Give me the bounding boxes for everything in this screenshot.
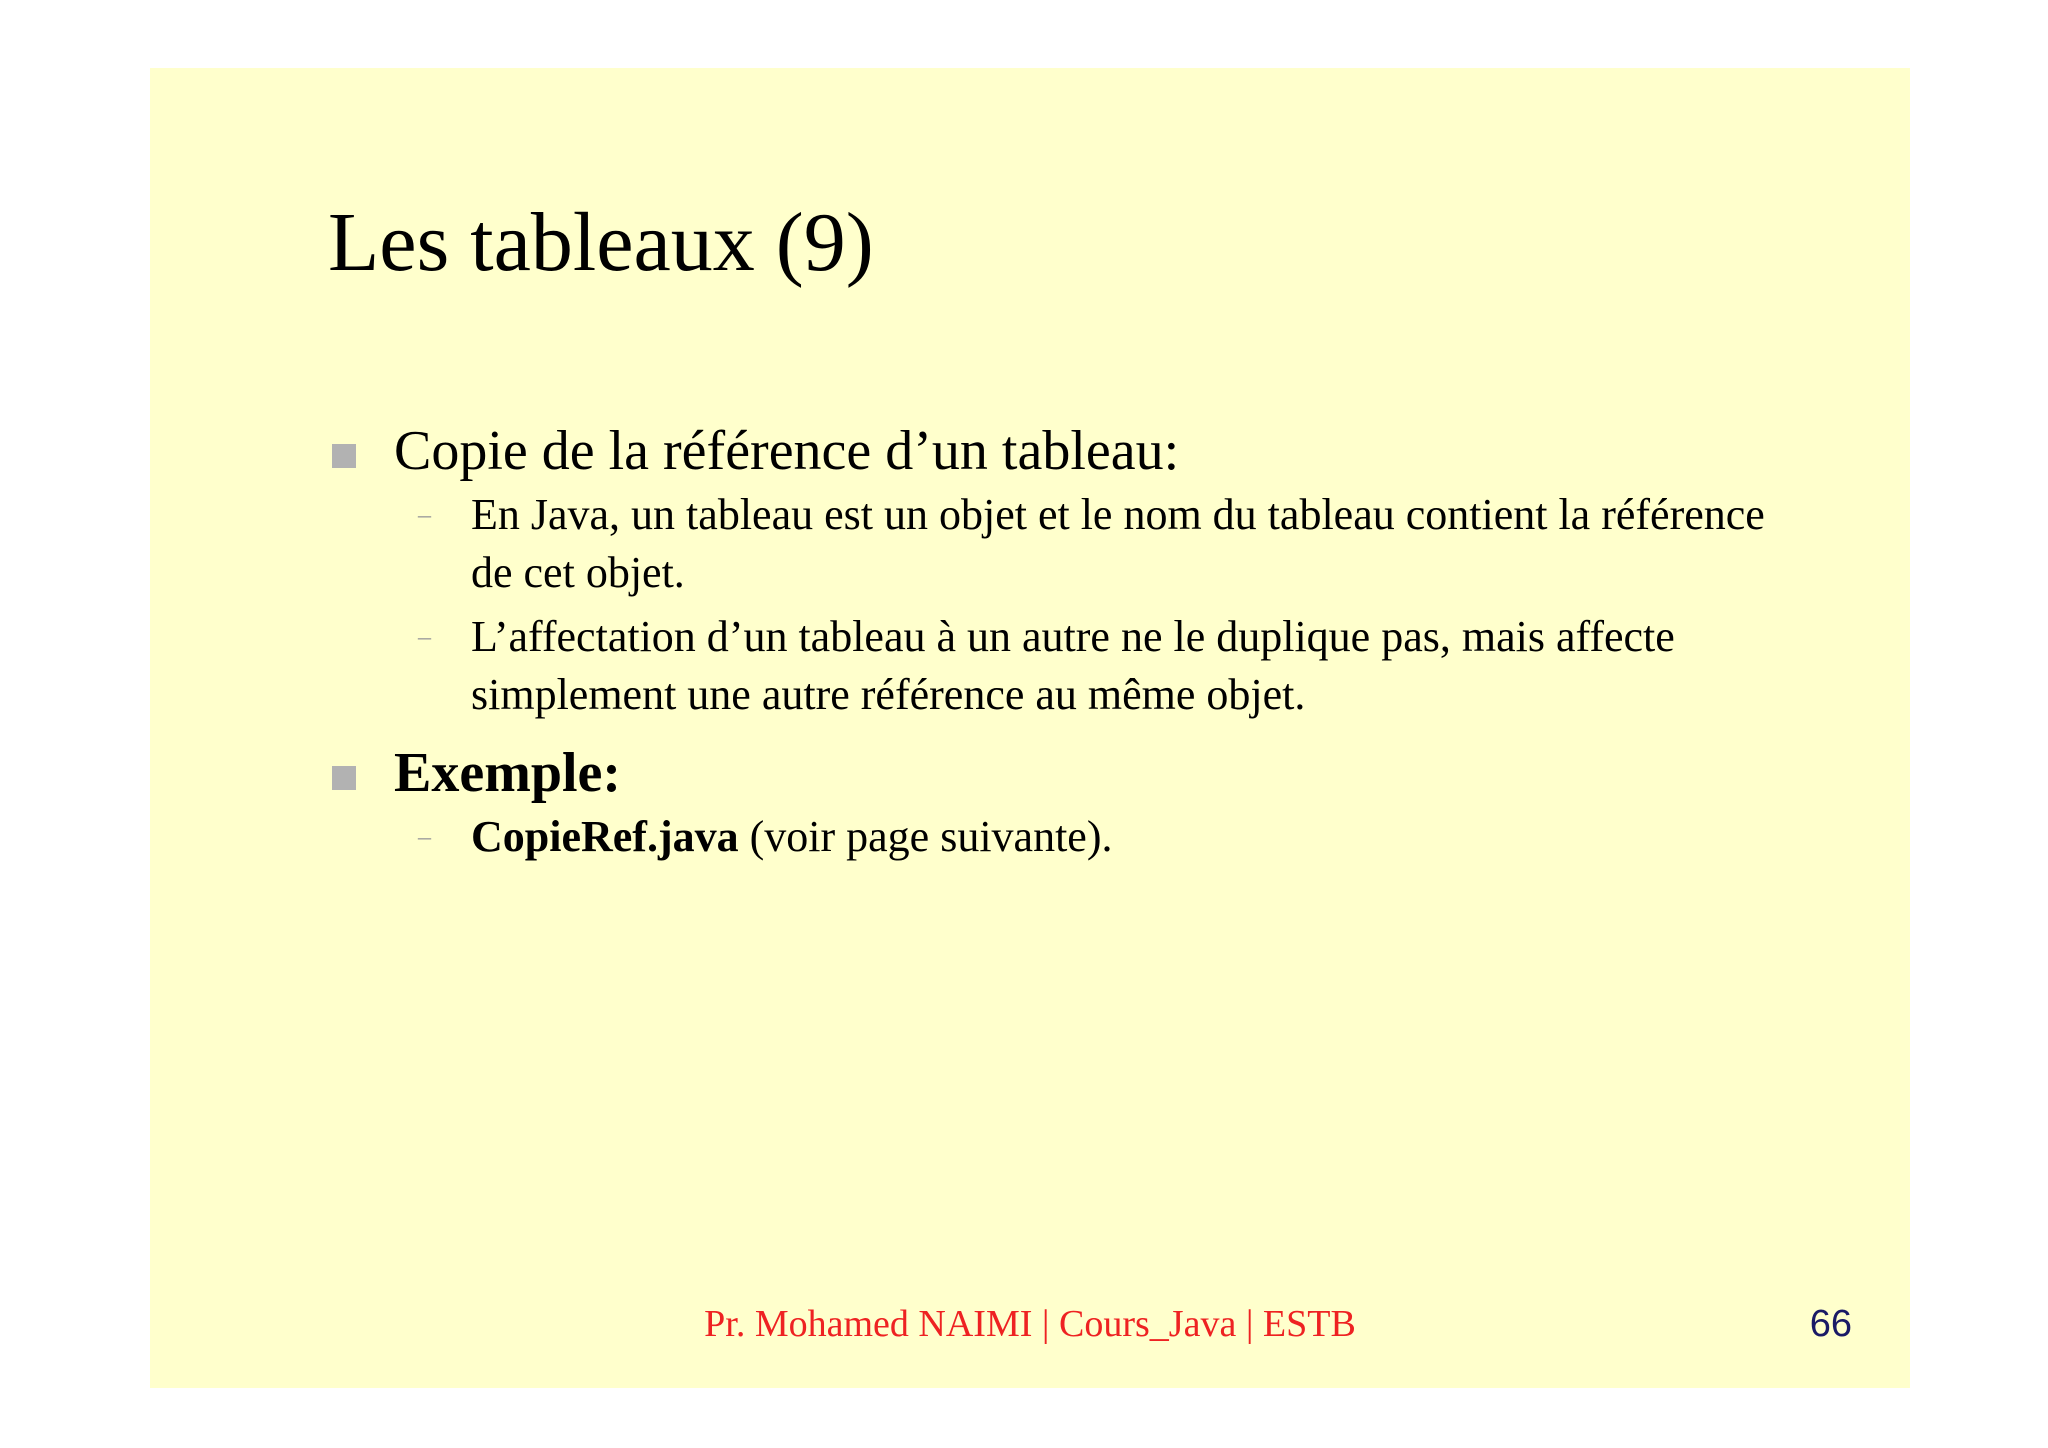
sub-bullet-text: L’affectation d’un tableau à un autre ne le duplique pas, mais affecte simplement une autre référence au même objet. <box>471 612 1675 719</box>
sub-bullet-item <box>328 486 1768 602</box>
bullet-item-example <box>328 738 1768 808</box>
dash-bullet-icon: – <box>418 622 431 651</box>
sub-bullet-text: En Java, un tableau est un objet et le nom du tableau contient la référence de cet objet. <box>471 490 1765 597</box>
file-name: CopieRef.java <box>471 812 739 861</box>
bullet-text: Copie de la référence d’un tableau: <box>394 420 1180 482</box>
slide-content <box>328 416 1768 866</box>
slide-footer: Pr. Mohamed NAIMI | Cours_Java | ESTB <box>704 1303 1356 1345</box>
sub-bullet-text: (voir page suivante). <box>738 812 1113 861</box>
sub-bullet-item <box>328 808 1768 866</box>
bullet-item-copy-reference <box>328 416 1768 486</box>
page-number: 66 <box>1809 1303 1852 1345</box>
dash-bullet-icon: – <box>418 822 431 851</box>
sub-bullet-item <box>328 608 1768 724</box>
square-bullet-icon <box>332 444 356 468</box>
dash-bullet-icon: – <box>418 500 431 529</box>
slide <box>150 68 1910 1388</box>
bullet-text: Exemple: <box>394 742 622 804</box>
slide-title: Les tableaux (9) <box>328 196 874 289</box>
square-bullet-icon <box>332 766 356 790</box>
